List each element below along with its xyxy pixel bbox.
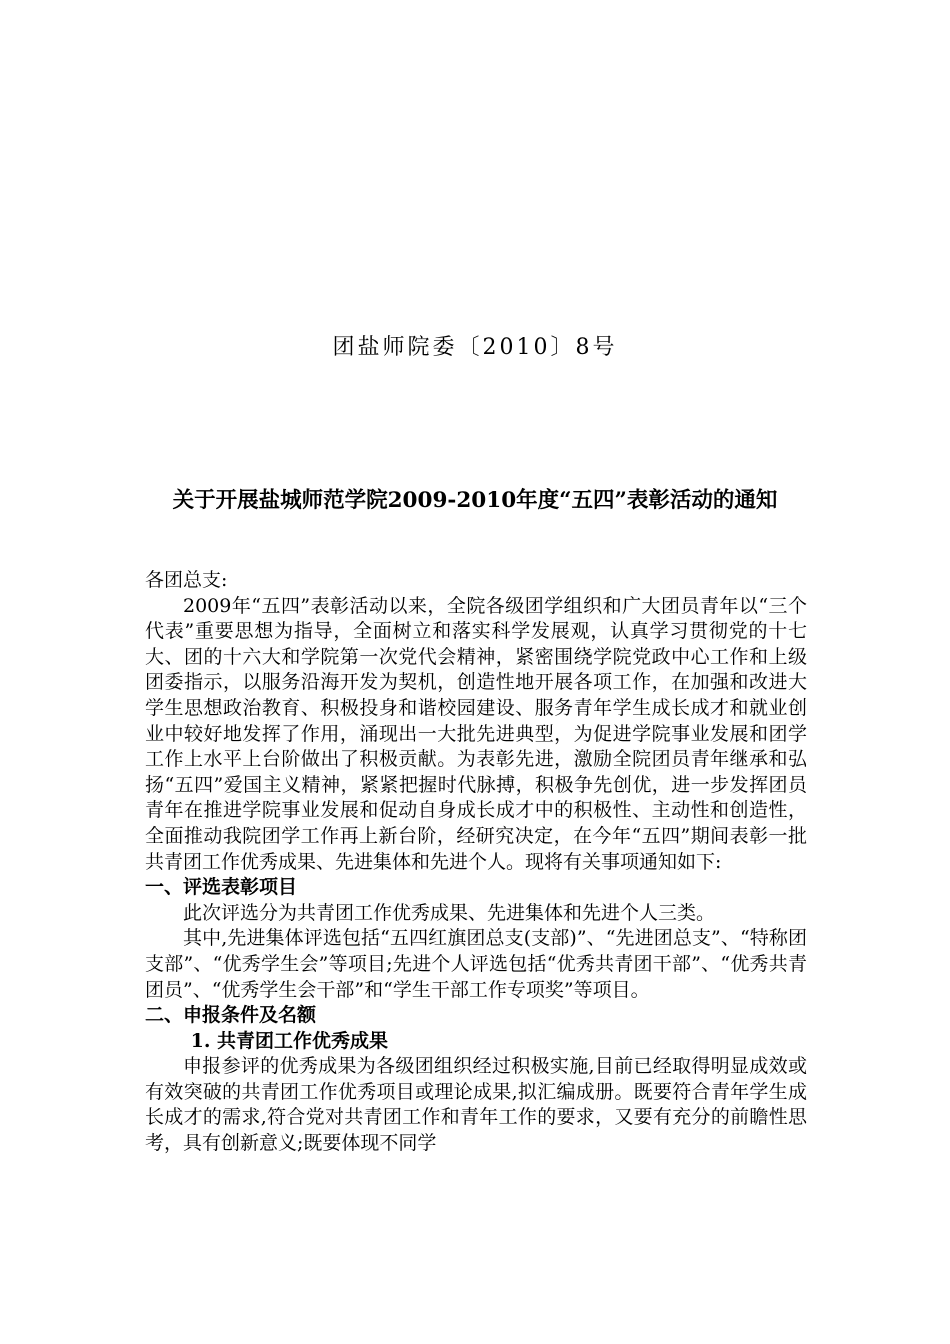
document-number: 团盐师院委〔2010〕8号 <box>332 335 618 360</box>
section2-paragraph-1: 申报参评的优秀成果为各级团组织经过积极实施,目前已经取得明显成效或有效突破的共青团工作优秀项目或理论成果,拟汇编成册。既要符合青年学生成长成才的需求,符合党对共青团工作和青年工作的要求，又要有充分的前瞻性思考，具有创新意义;既要体现不同学 <box>145 1055 807 1155</box>
section1-paragraph-2: 其中,先进集体评选包括“五四红旗团总支(支部)”、“先进团总支”、“特称团支部”、“优秀学生会”等项目;先进个人评选包括“优秀共青团干部”、“优秀共青团员”、“优秀学生会干部”和“学生干部工作专项奖”等项目。 <box>145 927 807 1001</box>
document-body <box>145 568 807 1157</box>
document-title: 关于开展盐城师范学院2009-2010年度“五四”表彰活动的通知 <box>172 488 778 513</box>
salutation: 各团总支: <box>145 569 228 591</box>
section1-heading: 一、评选表彰项目 <box>145 876 298 899</box>
section1-paragraph-1: 此次评选分为共青团工作优秀成果、先进集体和先进个人三类。 <box>183 901 716 924</box>
section2-subheading: 1. 共青团工作优秀成果 <box>190 1029 389 1052</box>
intro-paragraph: 2009年“五四”表彰活动以来，全院各级团学组织和广大团员青年以“三个代表”重要思想为指导，全面树立和落实科学发展观，认真学习贯彻党的十七大、团的十六大和学院第一次党代会精神，紧密围绕学院党政中心工作和上级团委指示，以服务沿海开发为契机，创造性地开展各项工作，在加强和改进大学生思想政治教育、积极投身和谐校园建设、服务青年学生成长成才和就业创业中较好地发挥了作用，涌现出一大批先进典型，为促进学院事业发展和团学工作上水平上台阶做出了积极贡献。为表彰先进，激励全院团员青年继承和弘扬“五四”爱国主义精神，紧紧把握时代脉搏，积极争先创优，进一步发挥团员青年在推进学院事业发展和促动自身成长成才中的积极性、主动性和创造性，全面推动我院团学工作再上新台阶，经研究决定，在今年“五四”期间表彰一批共青团工作优秀成果、先进集体和先进个人。现将有关事项通知如下: <box>145 594 807 873</box>
section2-heading: 二、申报条件及名额 <box>145 1004 317 1027</box>
